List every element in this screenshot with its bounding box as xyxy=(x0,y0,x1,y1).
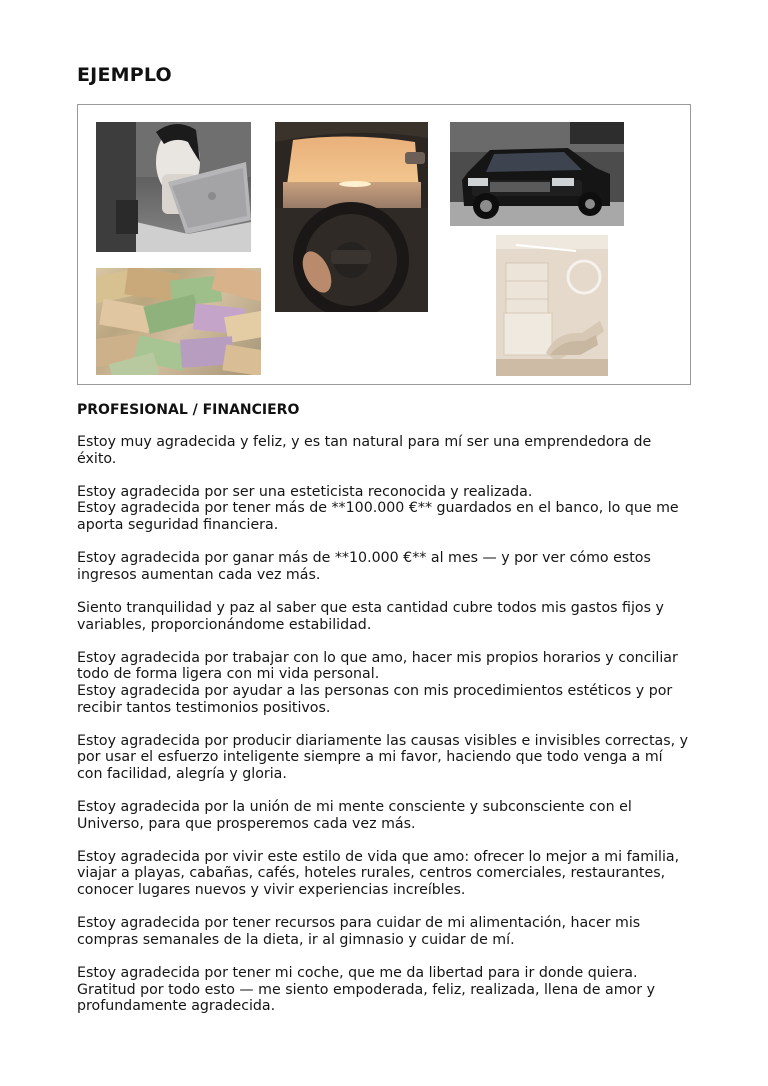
black-car-photo xyxy=(450,122,624,226)
paragraph xyxy=(77,484,692,534)
page-title: EJEMPLO xyxy=(77,64,172,86)
paragraph xyxy=(77,550,692,583)
paragraph xyxy=(77,849,692,899)
woman-laptop-photo xyxy=(96,122,251,252)
text-line: Estoy agradecida por la unión de mi mente consciente y subconsciente con el Universo, para que prosperemos cada vez más. xyxy=(77,799,632,832)
text-line: Estoy agradecida por ganar más de **10.000 €** al mes — y por ver cómo estos ingresos aumentan cada vez más. xyxy=(77,550,651,583)
text-line: Estoy agradecida por ayudar a las personas con mis procedimientos estéticos y por recibir tantos testimonios positivos. xyxy=(77,682,673,716)
paragraph xyxy=(77,915,692,948)
beauty-clinic-photo xyxy=(496,235,608,376)
banknotes-photo xyxy=(96,268,261,375)
text-line: Estoy muy agradecida y feliz, y es tan natural para mí ser una emprendedora de éxito. xyxy=(77,434,652,467)
steering-wheel-sunset-photo xyxy=(275,122,428,312)
affirmations-text xyxy=(77,434,692,1031)
paragraph xyxy=(77,799,692,832)
paragraph xyxy=(77,434,692,467)
text-line: Estoy agradecida por tener recursos para cuidar de mi alimentación, hacer mis compras semanales de la dieta, ir al gimnasio y cuidar de mí. xyxy=(77,915,641,948)
section-title: PROFESIONAL / FINANCIERO xyxy=(77,402,300,418)
paragraph xyxy=(77,650,692,716)
text-line: Gratitud por todo esto — me siento empoderada, feliz, realizada, llena de amor y profundamente agradecida. xyxy=(77,981,655,1015)
text-line: Estoy agradecida por producir diariamente las causas visibles e invisibles correctas, y por usar el esfuerzo inteligente siempre a mi favor, haciendo que todo venga a mí con facilidad, alegría y gloria. xyxy=(77,732,689,782)
paragraph xyxy=(77,965,692,1015)
text-line: Estoy agradecida por ser una esteticista reconocida y realizada. xyxy=(77,483,533,500)
text-line: Estoy agradecida por trabajar con lo que amo, hacer mis propios horarios y conciliar todo de forma ligera con mi vida personal. xyxy=(77,649,678,683)
paragraph xyxy=(77,600,692,633)
text-line: Estoy agradecida por vivir este estilo de vida que amo: ofrecer lo mejor a mi familia, viajar a playas, cabañas, cafés, hoteles rurales, centros comerciales, restaurantes, conocer lugares nuevos y vivir experiencias increíbles. xyxy=(77,848,680,899)
photo-collage xyxy=(77,104,691,385)
text-line: Siento tranquilidad y paz al saber que esta cantidad cubre todos mis gastos fijos y variables, proporcionándome estabilidad. xyxy=(77,599,664,633)
paragraph xyxy=(77,733,692,783)
text-line: Estoy agradecida por tener mi coche, que me da libertad para ir donde quiera. xyxy=(77,965,638,981)
text-line: Estoy agradecida por tener más de **100.000 €** guardados en el banco, lo que me aporta seguridad financiera. xyxy=(77,500,679,533)
